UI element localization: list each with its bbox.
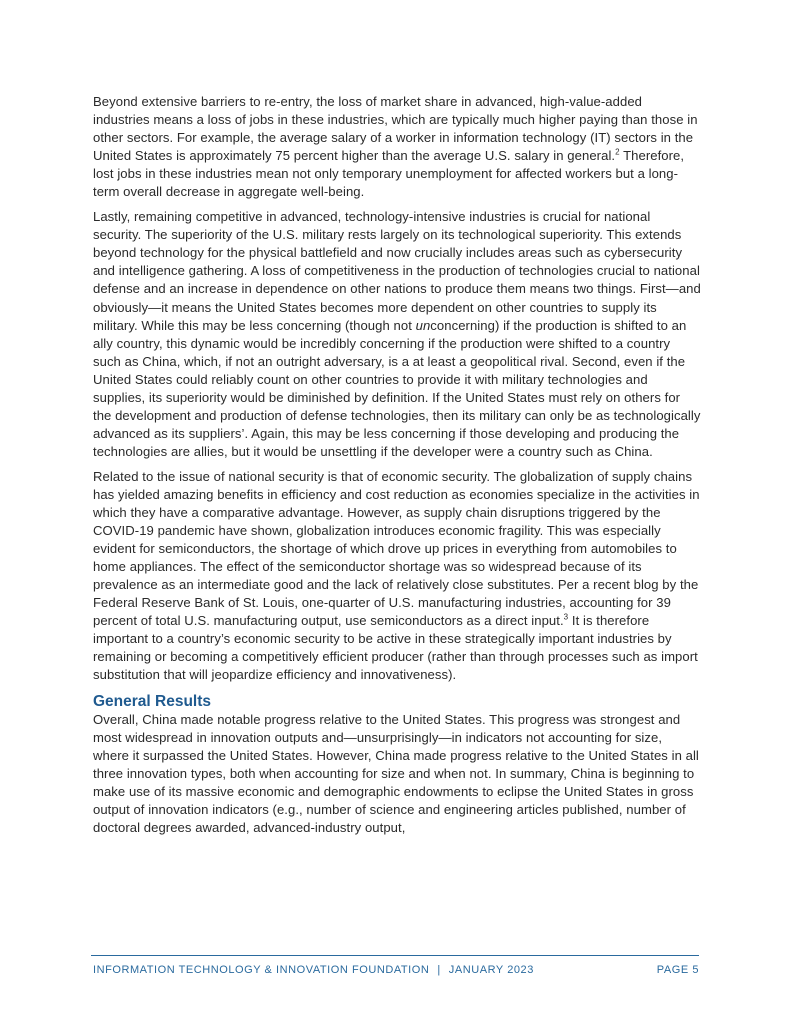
footnote-ref-3[interactable]: 3 (563, 612, 569, 622)
paragraph-national-security: Lastly, remaining competitive in advanced, technology-intensive industries is crucial for national security. The superiority of the U.S. military rests largely on its technological superiority. This extends beyond technology for the physical battlefield and now crucially includes areas such as cybersecurity and intelligence gathering. A loss of competitiveness in the production of technologies crucial to national defense and an increase in dependence on other nations to produce them means two things. First—and obviously—it means the United States becomes more dependent on other countries to supply its military. While this may be less concerning (though not unconcerning) if the production is shifted to an ally country, this dynamic would be incredibly concerning if the production were shifted to a country such as China, which, if not an outright adversary, is a at least a geopolitical rival. Second, even if the United States could reliably count on other countries to provide it with military technologies and supplies, its superiority would be diminished by definition. If the United States must rely on others for the development and production of defense technologies, then its military can only be as technologically advanced as its suppliers’. Again, this may be less concerning if those developing and producing the technologies are allies, but it would be unsettling if the developer were a country such as China. (93, 209, 701, 459)
page-number: PAGE 5 (656, 964, 699, 976)
footer-divider (91, 955, 699, 956)
emphasis-un: un (415, 317, 431, 333)
footer-date: JANUARY 2023 (448, 964, 534, 976)
paragraph-job-losses: Beyond extensive barriers to re-entry, the loss of market share in advanced, high-value-added industries means a loss of jobs in these industries, which are typically much higher paying than those in other sectors. For example, the average salary of a worker in information technology (IT) sectors in the United States is approximately 75 percent higher than the average U.S. salary in general.$^2$ Therefore, lost jobs in these industries mean not only temporary unemployment for affected workers but a long-term overall decrease in aggregate well-being. (93, 94, 698, 200)
document-body (93, 93, 701, 844)
paragraph-general-results: Overall, China made notable progress relative to the United States. This progress was strongest and most widespread in innovation outputs and—unsurprisingly—in indicators not accounting for size, where it surpassed the United States. However, China made progress relative to the United States in all three innovation types, both when accounting for size and when not. In summary, China is beginning to make use of its massive economic and demographic endowments to eclipse the United States in gross output of innovation indicators (e.g., number of science and engineering articles published, number of doctoral degrees awarded, advanced-industry output, (93, 711, 699, 835)
footnote-ref-2[interactable]: 2 (615, 147, 620, 157)
footer-org: INFORMATION TECHNOLOGY & INNOVATION FOUNDATION (93, 964, 430, 976)
footer-separator: | (437, 964, 441, 976)
paragraph-economic-security: Related to the issue of national security is that of economic security. The globalization of supply chains has yielded amazing benefits in efficiency and cost reduction as economies specialize in the activities in which they have a comparative advantage. However, as supply chain disruptions triggered by the COVID-19 pandemic have shown, globalization introduces economic fragility. This was especially evident for semiconductors, the shortage of which drove up prices in everything from automobiles to home appliances. The effect of the semiconductor shortage was so widespread because of its prevalence as an intermediate good and the lack of relatively close substitutes. Per a recent blog by the Federal Reserve Bank of St. Louis, one-quarter of U.S. manufacturing industries, accounting for 39 percent of total U.S. manufacturing output, use semiconductors as a direct input.$^3$ It is therefore important to a country’s economic security to be active in these strategically important industries by remaining or becoming a competitively efficient producer (rather than through processes such as import substitution that will jeopardize efficiency and innovativeness). (93, 468, 700, 683)
section-heading: General Results (93, 692, 212, 710)
page-footer (93, 964, 699, 976)
footer-left (93, 964, 534, 976)
